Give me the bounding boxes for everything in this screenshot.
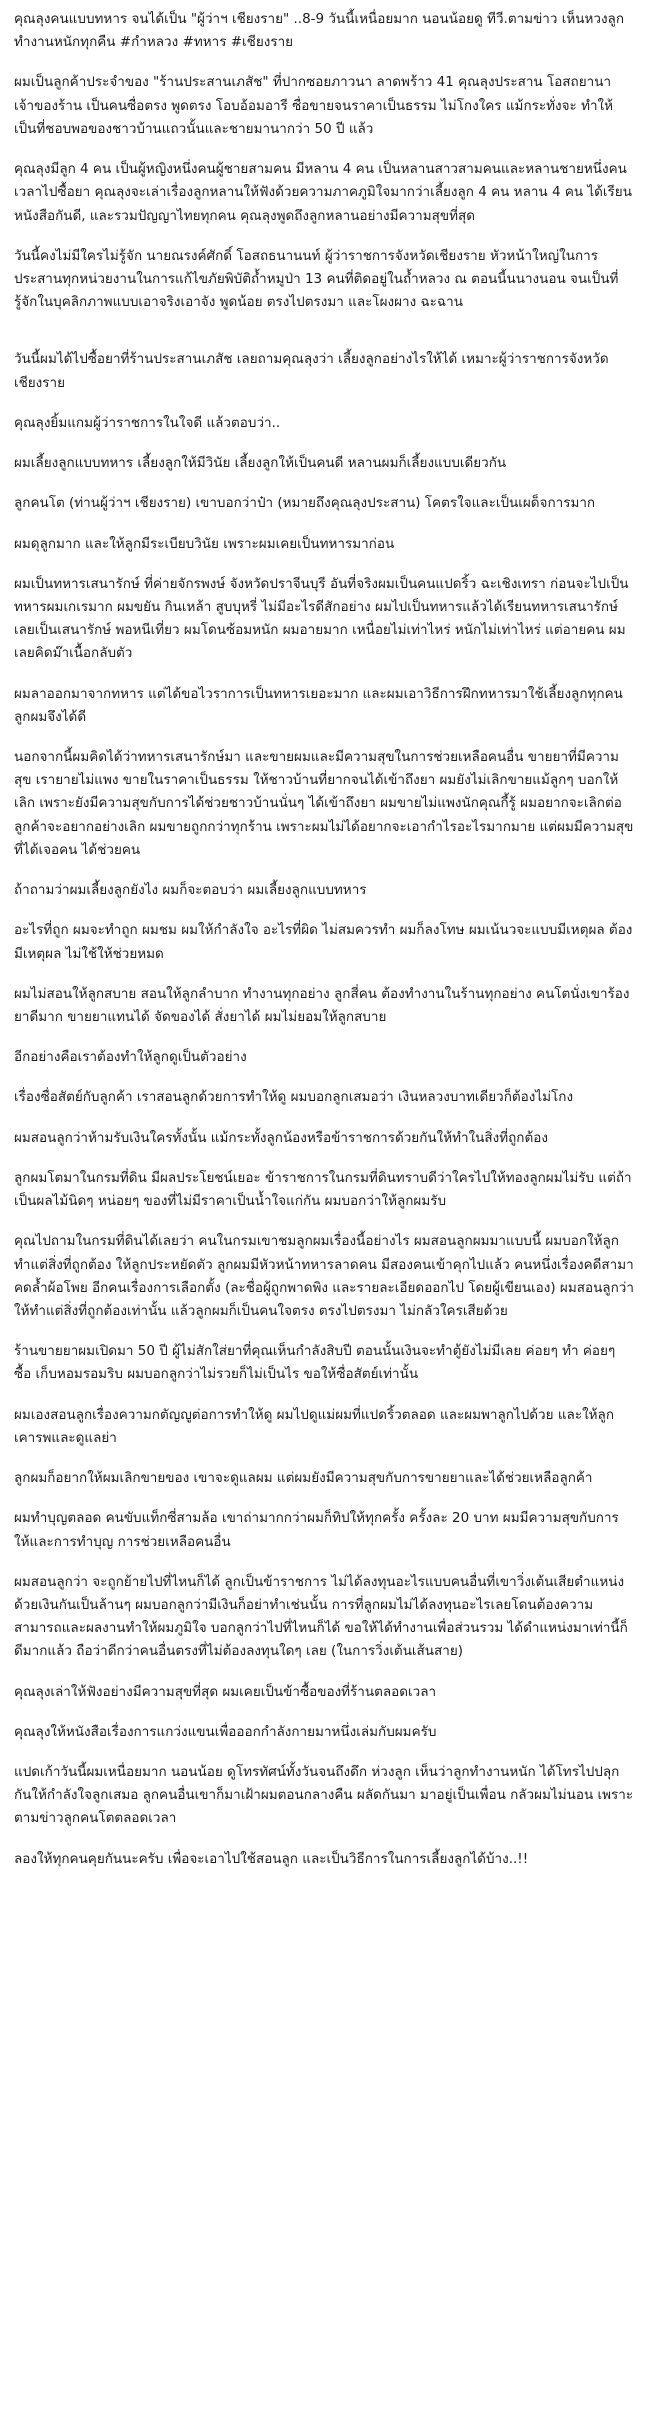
paragraph: เรื่องซื่อสัตย์กับลูกค้า เราสอนลูกด้วยการทำให้ดู ผมบอกลูกเสมอว่า เงินหลวงบาทเดียวก็ต้องไม่โกง xyxy=(14,1089,574,1106)
paragraph-spacer xyxy=(14,331,634,348)
paragraph: ผมเป็นทหารเสนารักษ์ ที่ค่ายจักรพงษ์ จังหวัดปราจีนบุรี อันที่จริงผมเป็นคนแปดริ้ว ฉะเชิงเทรา ก่อนจะไปเป็นทหารผมเกเรมาก ผมขยัน กินเหล้า สูบบุหรี่ ไม่มีอะไรดีสักอย่าง ผมไปเป็นทหารแล้วได้เรียนทหารเสนารักษ์ เลยเป็นเสนารักษ์ พอหนีเที่ยว ผมโดนซ้อมหนัก ผมอายมาก เหนื่อยไม่เท่าไหร่ หนักไม่เท่าไหร่ แต่อายคน ผมเลยคิดม๊าเนื้อกลับตัว xyxy=(14,575,629,662)
paragraph: คุณลุงยิ้มแกมผู้ว่าราชการในใจดี แล้วตอบว่า.. xyxy=(14,414,281,431)
paragraph: ผมทำบุญตลอด คนขับแท็กซี่สามล้อ เขาถ่ามากกว่าผมก็ทิปให้ทุกครั้ง ครั้งละ 20 บาท ผมมีความสุขกับการให้และการทำบุญ การช่วยเหลือคนอื่น xyxy=(14,1510,619,1550)
paragraph: คุณไปถามในกรมที่ดินได้เลยว่า คนในกรมเขาชมลูกผมเรื่องนี้อย่างไร ผมสอนลูกผมมาแบบนี้ ผมบอกให้ลูกทำแต่สิ่งที่ถูกต้อง ให้ลูกประหยัดตัว ลูกผมมีหัวหน้าทหารลาดคน มีสองคนเข้าคุกไปแล้ว คนหนึ่งเรื่องคดีสามาคดล้ำผ้อโพย อีกคนเรื่องการเลือกตั้ง (ละชื่อผู้ถูกพาดพิง และรายละเอียดออกไป โดยผู้เขียนเอง) ผมสอนลูกว่าให้ทำแต่สิ่งที่ถูกต้องเท่านั้น แล้วลูกผมก็เป็นคนใจตรง ตรงไปตรงมา ไม่กลัวใครเสียด้วย xyxy=(14,1233,634,1319)
paragraph: คุณลุงคนแบบทหาร จนได้เป็น "ผู้ว่าฯ เชียงราย" ..8-9 วันนี้เหนื่อยมาก นอนน้อยดู ทีวี.ตามข่าว เห็นหวงลูกทำงานหนักทุกคืน #กำหลวง #ทหาร #เชียงราย xyxy=(14,11,625,51)
paragraph: ลูกผมโตมาในกรมที่ดิน มีผลประโยชน์เยอะ ข้าราชการในกรมที่ดินทราบดีว่าใครไปให้ทองลูกผมไม่รับ แต่ถ้าเป็นผลไม้นิดๆ หน่อยๆ ของที่ไม่มีราคาเป็นน้ำใจแก่กัน ผมบอกว่าให้ลูกผมรับ xyxy=(14,1169,632,1210)
paragraph: คุณลุงมีลูก 4 คน เป็นผู้หญิงหนึ่งคนผู้ชายสามคน มีหลาน 4 คน เป็นหลานสาวสามคนและหลานชายหนึ่งคน เวลาไปซื้อยา คุณลุงจะเล่าเรื่องลูกหลานให้ฟังด้วยความภาคภูมิใจมากว่าเลี้ยงลูก 4 คน หลาน 4 คน ได้เรียนหนังสือกันดี, และรวมปัญญาไทยทุกคน คุณลุงพูดถึงลูกหลานอย่างมีความสุขที่สุด xyxy=(14,161,632,224)
paragraph: แปดเก้าวันนี้ผมเหนื่อยมาก นอนน้อย ดูโทรทัศน์ทั้งวันจนถึงดึก ห่วงลูก เห็นว่าลูกทำงานหนัก ได้โทรไปปลุกกันให้กำลังใจลูกเสมอ ลูกคนอื่นเขาก็มาเฝ้าผมตอนกลางคืน ผลัดกันมา มาอยู่เป็นเพื่อน กลัวผมไม่นอน เพราะตามข่าวลูกคนโตตลอดเวลา xyxy=(14,1764,634,1827)
paragraph: ลูกคนโต (ท่านผู้ว่าฯ เชียงราย) เขาบอกว่าป๋า (หมายถึงคุณลุงประสาน) โคตรใจและเป็นเผด็จการมาก xyxy=(14,495,596,512)
paragraph: ผมสอนลูกว่า จะถูกย้ายไปที่ไหนก็ได้ ลูกเป็นข้าราชการ ไม่ได้ลงทุนอะไรแบบคนอื่นที่เขาวิ่งเต้นเสียตำแหน่งด้วยเงินกันเป็นล้านๆ ผมบอกลูกว่ามีเงินก็อย่าทำเช่นนั้น การที่ลูกผมไม่ได้ลงทุนอะไรเลยโดนต้องความสามารถและผลงานทำให้ผมภูมิใจ บอกลูกว่าไปที่ไหนก็ได้ ขอให้ได้ทำงานเพื่อส่วนรวม ได้ดำแหน่งมาเท่านี้ก็ดีมากแล้ว ถือว่าดีกว่าคนอื่นตรงที่ไม่ต้องลงทุนใดๆ เลย (ในการวิ่งเต้นเส้นสาย) xyxy=(14,1573,628,1660)
paragraph: ผมสอนลูกว่าห้ามรับเงินใครทั้งนั้น แม้กระทั้งลูกน้องหรือข้าราชการด้วยกันให้ทำในสิ่งที่ถูกต้อง xyxy=(14,1129,548,1146)
paragraph: ร้านขายยาผมเปิดมา 50 ปี ผู้ไม่สักใส่ยาที่คุณเห็นกำลังสิบปี ตอนนั้นเงินจะทำตู้ยังไม่มีเลย ค่อยๆ ทำ ค่อยๆ ซื้อ เก็บหอมรอมริบ ผมบอกลูกว่าไม่รวยก็ไม่เป็นไร ขอให้ซื่อสัตย์เท่านั้น xyxy=(14,1343,620,1383)
paragraph: ลองให้ทุกคนคุยกันนะครับ เพื่อจะเอาไปใช้สอนลูก และเป็นวิธีการในการเลี้ยงลูกได้บ้าง..!! xyxy=(14,1850,529,1867)
paragraph: ผมดุลูกมาก และให้ลูกมีระเบียบวินัย เพราะผมเคยเป็นทหารมาก่อน xyxy=(14,535,395,552)
paragraph: ถ้าถามว่าผมเลี้ยงลูกยังไง ผมก็จะตอบว่า ผมเลี้ยงลูกแบบทหาร xyxy=(14,882,367,899)
paragraph: อีกอย่างคือเราต้องทำให้ลูกดูเป็นตัวอย่าง xyxy=(14,1049,247,1066)
paragraph: วันนี้ผมได้ไปซื้อยาที่ร้านประสานเภสัช เลยถามคุณลุงว่า เลี้ยงลูกอย่างไรให้ได้ เหมาะผู้ว่าราชการจังหวัดเชียงราย xyxy=(14,351,609,391)
paragraph: คุณลุงเล่าให้ฟังอย่างมีความสุขที่สุด ผมเคยเป็นข้าซื้อของที่ร้านตลอดเวลา xyxy=(14,1683,437,1700)
paragraph: ผมลาออกมาจากทหาร แต่ได้ขอไวราการเป็นทหารเยอะมาก และผมเอาวิธีการฝึกทหารมาใช้เลี้ยงลูกทุกคน ลูกผมจึงได้ดี xyxy=(14,685,628,725)
paragraph: อะไรที่ถูก ผมจะทำถูก ผมชม ผมให้กำลังใจ อะไรที่ผิด ไม่สมควรทำ ผมก็ลงโทษ ผมเน้นวจะแบบมีเหตุผล ต้องมีเหตุผล ไม่ใช้ให้ช่วยหมด xyxy=(14,922,633,962)
paragraph: ผมเป็นลูกค้าประจำของ "ร้านประสานเภสัช" ที่ปากซอยภาวนา ลาดพร้าว 41 คุณลุงประสาน โอสถยานา เจ้าของร้าน เป็นคนซื่อตรง พูดตรง โอบอ้อมอารี ซื่อขายจนราคาเป็นธรรม ไม่โกงใคร แม้กระทั่งจะ ทำให้เป็นที่ชอบพอของชาวบ้านแถวนั้นและชายมานากว่า 50 ปี แล้ว xyxy=(14,74,616,137)
paragraph: วันนี้คงไม่มีใครไม่รู้จัก นายณรงค์ศักดิ์ โอสถธนานนท์ ผู้ว่าราชการจังหวัดเชียงราย หัวหน้าใหญ่ในการประสานทุกหน่วยงานในการแก้ไขภัยพิบัติถ้ำหมูป่า 13 คนที่ติดอยู่ในถ้ำหลวง ณ ตอนนี้นนางนอน จนเป็นที่รู้จักในบุคลิกภาพแบบเอาจริงเอาจัง พูดน้อย ตรงไปตรงมา และโผงผาง ฉะฉาน xyxy=(14,247,619,311)
paragraph: ผมเองสอนลูกเรื่องความกตัญญูต่อการทำให้ดู ผมไปดูแม่ผมที่แปดริ้วตลอด และผมพาลูกไปด้วย และให้ลูกเคารพและดูแลย่า xyxy=(14,1406,615,1446)
paragraph: นอกจากนี้ผมคิดได้ว่าทหารเสนารักษ์มา และขายผมและมีความสุขในการช่วยเหลือคนอื่น ขายยาที่มีความสุข เรายายไม่แพง ขายในราคาเป็นธรรม ให้ชาวบ้านที่ยากจนได้เข้าถึงยา ผมยังไม่เลิกขายแม้ลูกๆ บอกให้เลิก เพราะยังมีความสุขกับการได้ช่วยชาวบ้านนั่นๆ ได้เข้าถึงยา ผมขายไม่แพงนักคุณกี้รู้ ผมอยากจะเลิกต่อลูกค้าจะอยากอย่างเลิก ผมขายถูกกว่าทุกร้าน เพราะผมไม่ได้อยากจะเอากำไรอะไรมากมาย แต่ผมมีความสุขที่ได้เจอคน ได้ช่วยคน xyxy=(14,749,634,858)
paragraph: คุณลุงให้หนังสือเรื่องการแกว่งแขนเพื่อออกกำลังกายมาหนึ่งเล่มกับผมครับ xyxy=(14,1723,437,1740)
paragraph: ผมเลี้ยงลูกแบบทหาร เลี้ยงลูกให้มีวินัย เลี้ยงลูกให้เป็นคนดี หลานผมก็เลี้ยงแบบเดียวกัน xyxy=(14,455,507,472)
paragraph: ผมไม่สอนให้ลูกสบาย สอนให้ลูกลำบาก ทำงานทุกอย่าง ลูกสี่คน ต้องทำงานในร้านทุกอย่าง คนโตนั่งเขาร้องยาดีมาก ขายยาแทนได้ จัดของได้ สั่งยาได้ ผมไม่ยอมให้ลูกสบาย xyxy=(14,985,630,1025)
paragraph: ลูกผมก็อยากให้ผมเลิกขายของ เขาจะดูแลผม แต่ผมยังมีความสุขกับการขายยาและได้ช่วยเหลือลูกค้า xyxy=(14,1470,593,1487)
